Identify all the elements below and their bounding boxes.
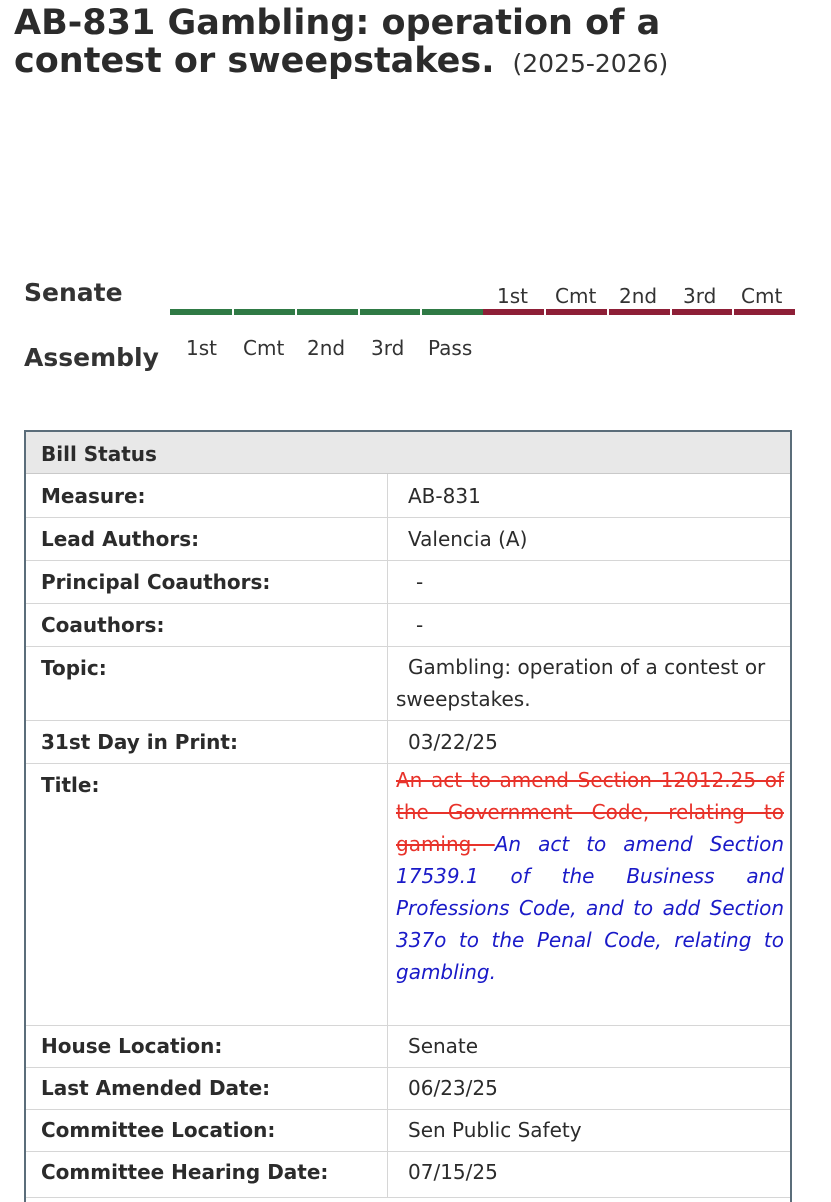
track-divider: [420, 309, 422, 315]
principal-coauthors-value: -: [416, 569, 424, 594]
row-label: Lead Authors:: [26, 517, 388, 560]
assembly-label: Assembly: [24, 343, 159, 372]
assembly-step-3rd: 3rd: [371, 336, 405, 360]
row-label: House Location:: [26, 1025, 388, 1067]
senate-step-committee-2: Cmt: [741, 284, 783, 308]
assembly-step-committee: Cmt: [243, 336, 285, 360]
table-row: [26, 474, 790, 517]
house-location-value: Senate: [408, 1033, 479, 1058]
struck-title-text: An act to amend Section 12012.25 of the Government Code, relating to gaming.: [396, 767, 784, 856]
row-label: Measure:: [26, 474, 388, 517]
table-row: [26, 1067, 790, 1109]
measure-value: AB-831: [408, 484, 481, 508]
assembly-step-2nd: 2nd: [307, 336, 346, 360]
row-label: Principal Coauthors:: [26, 560, 388, 603]
committee-location-value: Sen Public Safety: [408, 1117, 582, 1142]
row-label: Committee Location:: [26, 1109, 388, 1151]
page-title: [14, 4, 814, 83]
title-value: [388, 763, 791, 1025]
senate-label: Senate: [24, 278, 123, 307]
track-divider: [232, 309, 234, 315]
coauthors-value: -: [416, 612, 424, 637]
track-divider: [732, 309, 734, 315]
senate-step-2nd: 2nd: [619, 284, 658, 308]
table-row: [26, 560, 790, 603]
committee-hearing-date-value: 07/15/25: [408, 1159, 498, 1184]
row-label: 31st Day in Print:: [26, 720, 388, 763]
senate-step-3rd: 3rd: [683, 284, 717, 308]
track-divider: [607, 309, 609, 315]
table-row: [26, 1151, 790, 1197]
track-divider: [295, 309, 297, 315]
senate-step-1st: 1st: [497, 284, 528, 308]
senate-progress-bar: [483, 309, 795, 315]
assembly-step-1st: 1st: [186, 336, 217, 360]
track-divider: [358, 309, 360, 315]
table-row: [26, 763, 790, 1025]
table-row: [26, 603, 790, 646]
added-title-text: An act to amend Section 17539.1 of the Business and Professions Code, and to add Section 337o to the Penal Code, relating to gambling.: [396, 831, 785, 984]
session-years: (2025-2026): [512, 49, 669, 78]
topic-value: Gambling: operation of a contest or sweepstakes.: [388, 646, 791, 720]
bill-status-table: [26, 474, 790, 1198]
last-amended-value: 06/23/25: [408, 1075, 498, 1100]
bill-status-header: Bill Status: [26, 432, 790, 474]
table-row: [26, 517, 790, 560]
track-divider: [670, 309, 672, 315]
row-label: Title:: [26, 763, 388, 1025]
track-divider: [544, 309, 546, 315]
print-day-value: 03/22/25: [408, 729, 498, 754]
table-row: [26, 1025, 790, 1067]
row-label: Topic:: [26, 646, 388, 720]
assembly-progress-bar: [170, 309, 483, 315]
table-row: [26, 720, 790, 763]
lead-authors-value: Valencia (A): [408, 526, 528, 551]
row-label: Committee Hearing Date:: [26, 1151, 388, 1197]
table-row: [26, 646, 790, 720]
assembly-step-pass: Pass: [428, 336, 473, 360]
row-label: Coauthors:: [26, 603, 388, 646]
table-row: [26, 1109, 790, 1151]
bill-title: AB-831 Gambling: operation of a contest or sweepstakes.: [14, 3, 661, 81]
row-label: Last Amended Date:: [26, 1067, 388, 1109]
senate-step-committee: Cmt: [555, 284, 597, 308]
bill-status-panel: [24, 430, 792, 1202]
